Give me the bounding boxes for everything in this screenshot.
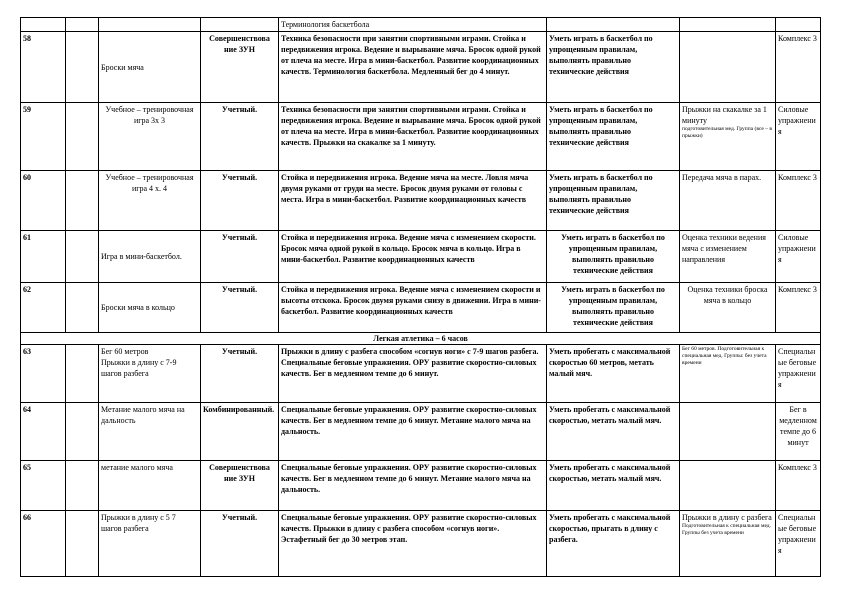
lesson-type: Комбинированный. — [201, 403, 279, 461]
lesson-title: метание малого мяча — [99, 461, 201, 511]
lesson-homework: Специальные беговые упражнения — [776, 345, 821, 403]
lesson-number: 60 — [21, 171, 66, 231]
header-cell: Терминология баскетбола — [279, 18, 547, 32]
lesson-number: 66 — [21, 511, 66, 577]
table-row — [21, 231, 821, 283]
lesson-title: Учебное – тренировочная игра 3х 3 — [99, 103, 201, 171]
lesson-homework: Комплекс 3 — [776, 32, 821, 103]
lesson-content: Стойка и передвижения игрока. Ведение мяча с изменением скорости. Бросок мяча одной рукой в кольцо. Бросок мяча в кольцо. Игра в мини-баскетбол. Развитие координационных качеств — [279, 231, 547, 283]
table-row — [21, 345, 821, 403]
lesson-control: Оценка техники броска мяча в кольцо — [680, 283, 776, 333]
lesson-type: Совершенствова ние ЗУН — [201, 461, 279, 511]
lesson-requirements: Уметь пробегать с максимальной скоростью 60 метров, метать малый мяч. — [547, 345, 680, 403]
table-row — [21, 32, 821, 103]
table-row — [21, 103, 821, 171]
lesson-plan-table — [20, 17, 821, 577]
lesson-content: Прыжки в длину с разбега способом «согнув ноги» с 7-9 шагов разбега. Специальные беговые упражнения. ОРУ развитие скоростно-силовых качеств. Бег в медленном темпе до 6 минут. — [279, 345, 547, 403]
table-row — [21, 18, 821, 32]
table-row — [21, 511, 821, 577]
lesson-title: Прыжки в длину с 5 7 шагов разбега — [99, 511, 201, 577]
lesson-homework: Комплекс 3 — [776, 461, 821, 511]
lesson-control — [680, 32, 776, 103]
lesson-content: Стойка и передвижения игрока. Ведение мяча с изменением скорости и высоты отскока. Бросок двумя руками снизу в движении. Игра в мини-баскетбол. Развитие координационных качеств — [279, 283, 547, 333]
lesson-homework: Комплекс 3 — [776, 171, 821, 231]
lesson-control: Прыжки на скакалке за 1 минуту подготовительная мед. Группа (все – в прыжки) — [680, 103, 776, 171]
lesson-title: Метание малого мяча на дальность — [99, 403, 201, 461]
lesson-requirements: Уметь пробегать с максимальной скоростью, прыгать в длину с разбега. — [547, 511, 680, 577]
lesson-number: 65 — [21, 461, 66, 511]
lesson-title: Игра в мини-баскетбол. — [99, 231, 201, 283]
lesson-content: Специальные беговые упражнения. ОРУ развитие скоростно-силовых качеств. Прыжки в длину с разбега способом «согнув ноги». Эстафетный бег до 30 метров этап. — [279, 511, 547, 577]
lesson-requirements: Уметь играть в баскетбол по упрощенным правилам, выполнять правильно технические действия — [547, 32, 680, 103]
table-row — [21, 403, 821, 461]
lesson-number: 64 — [21, 403, 66, 461]
lesson-homework: Специальные беговые упражнения — [776, 511, 821, 577]
table-row — [21, 283, 821, 333]
lesson-control — [680, 461, 776, 511]
lesson-type: Учетный. — [201, 283, 279, 333]
lesson-type: Учетный. — [201, 231, 279, 283]
lesson-type: Учетный. — [201, 511, 279, 577]
lesson-homework: Силовые упражнения — [776, 103, 821, 171]
lesson-requirements: Уметь играть в баскетбол по упрощенным правилам, выполнять правильно технические действия — [547, 171, 680, 231]
lesson-type: Учетный. — [201, 345, 279, 403]
lesson-homework: Бег в медленном темпе до 6 минут — [776, 403, 821, 461]
lesson-requirements: Уметь играть в баскетбол по упрощенным правилам, выполнять правильно технические действия — [547, 103, 680, 171]
lesson-content: Специальные беговые упражнения. ОРУ развитие скоростно-силовых качеств. Бег в медленном темпе до 6 минут. Метание малого мяча на дальность. — [279, 403, 547, 461]
lesson-title: Бег 60 метров Прыжки в длину с 7-9 шагов разбега — [99, 345, 201, 403]
lesson-control — [680, 403, 776, 461]
lesson-number: 58 — [21, 32, 66, 103]
lesson-homework: Силовые упражнения — [776, 231, 821, 283]
lesson-homework: Комплекс 3 — [776, 283, 821, 333]
lesson-title: Броски мяча в кольцо — [99, 283, 201, 333]
section-title: Легкая атлетика – 6 часов — [21, 333, 821, 345]
table-row — [21, 461, 821, 511]
lesson-type: Совершенствова ние ЗУН — [201, 32, 279, 103]
lesson-number: 59 — [21, 103, 66, 171]
lesson-control: Бег 60 метров. Подготовительная к специальная мед. Группы: без учета времени — [680, 345, 776, 403]
lesson-control: Передача мяча в парах. — [680, 171, 776, 231]
table-row — [21, 171, 821, 231]
lesson-content: Техника безопасности при занятии спортивными играми. Стойка и передвижения игрока. Ведение и вырывание мяча. Бросок одной рукой от плеча на месте. Игра в мини-баскетбол. Развитие координационных качеств. Прыжки на скакалке за 1 минуту. — [279, 103, 547, 171]
lesson-content: Техника безопасности при занятии спортивными играми. Стойка и передвижения игрока. Ведение и вырывание мяча. Бросок одной рукой от плеча на месте. Игра в мини-баскетбол. Развитие координационных качеств. Терминология баскетбола. Медленный бег до 4 минут. — [279, 32, 547, 103]
lesson-number: 63 — [21, 345, 66, 403]
lesson-type: Учетный. — [201, 171, 279, 231]
lesson-content: Специальные беговые упражнения. ОРУ развитие скоростно-силовых качеств. Бег в медленном темпе до 6 минут. Метание малого мяча на дальность. — [279, 461, 547, 511]
lesson-control: Прыжки в длину с разбега Подготовительная к специальная мед. Группы без учета времени — [680, 511, 776, 577]
lesson-title: Учебное – тренировочная игра 4 х. 4 — [99, 171, 201, 231]
lesson-type: Учетный. — [201, 103, 279, 171]
lesson-number: 61 — [21, 231, 66, 283]
lesson-requirements: Уметь играть в баскетбол по упрощенным правилам, выполнять правильно технические действия — [547, 283, 680, 333]
lesson-control: Оценка техники ведения мяча с изменением направления — [680, 231, 776, 283]
lesson-title: Броски мяча — [99, 32, 201, 103]
lesson-number: 62 — [21, 283, 66, 333]
lesson-requirements: Уметь пробегать с максимальной скоростью, метать малый мяч. — [547, 403, 680, 461]
table-row — [21, 333, 821, 345]
lesson-requirements: Уметь пробегать с максимальной скоростью, метать малый мяч. — [547, 461, 680, 511]
lesson-content: Стойка и передвижения игрока. Ведение мяча на месте. Ловля мяча двумя руками от груди на месте. Бросок двумя руками от головы с места. Игра в мини-баскетбол. Развитие координационных качеств — [279, 171, 547, 231]
lesson-requirements: Уметь играть в баскетбол по упрощенным правилам, выполнять правильно технические действия — [547, 231, 680, 283]
